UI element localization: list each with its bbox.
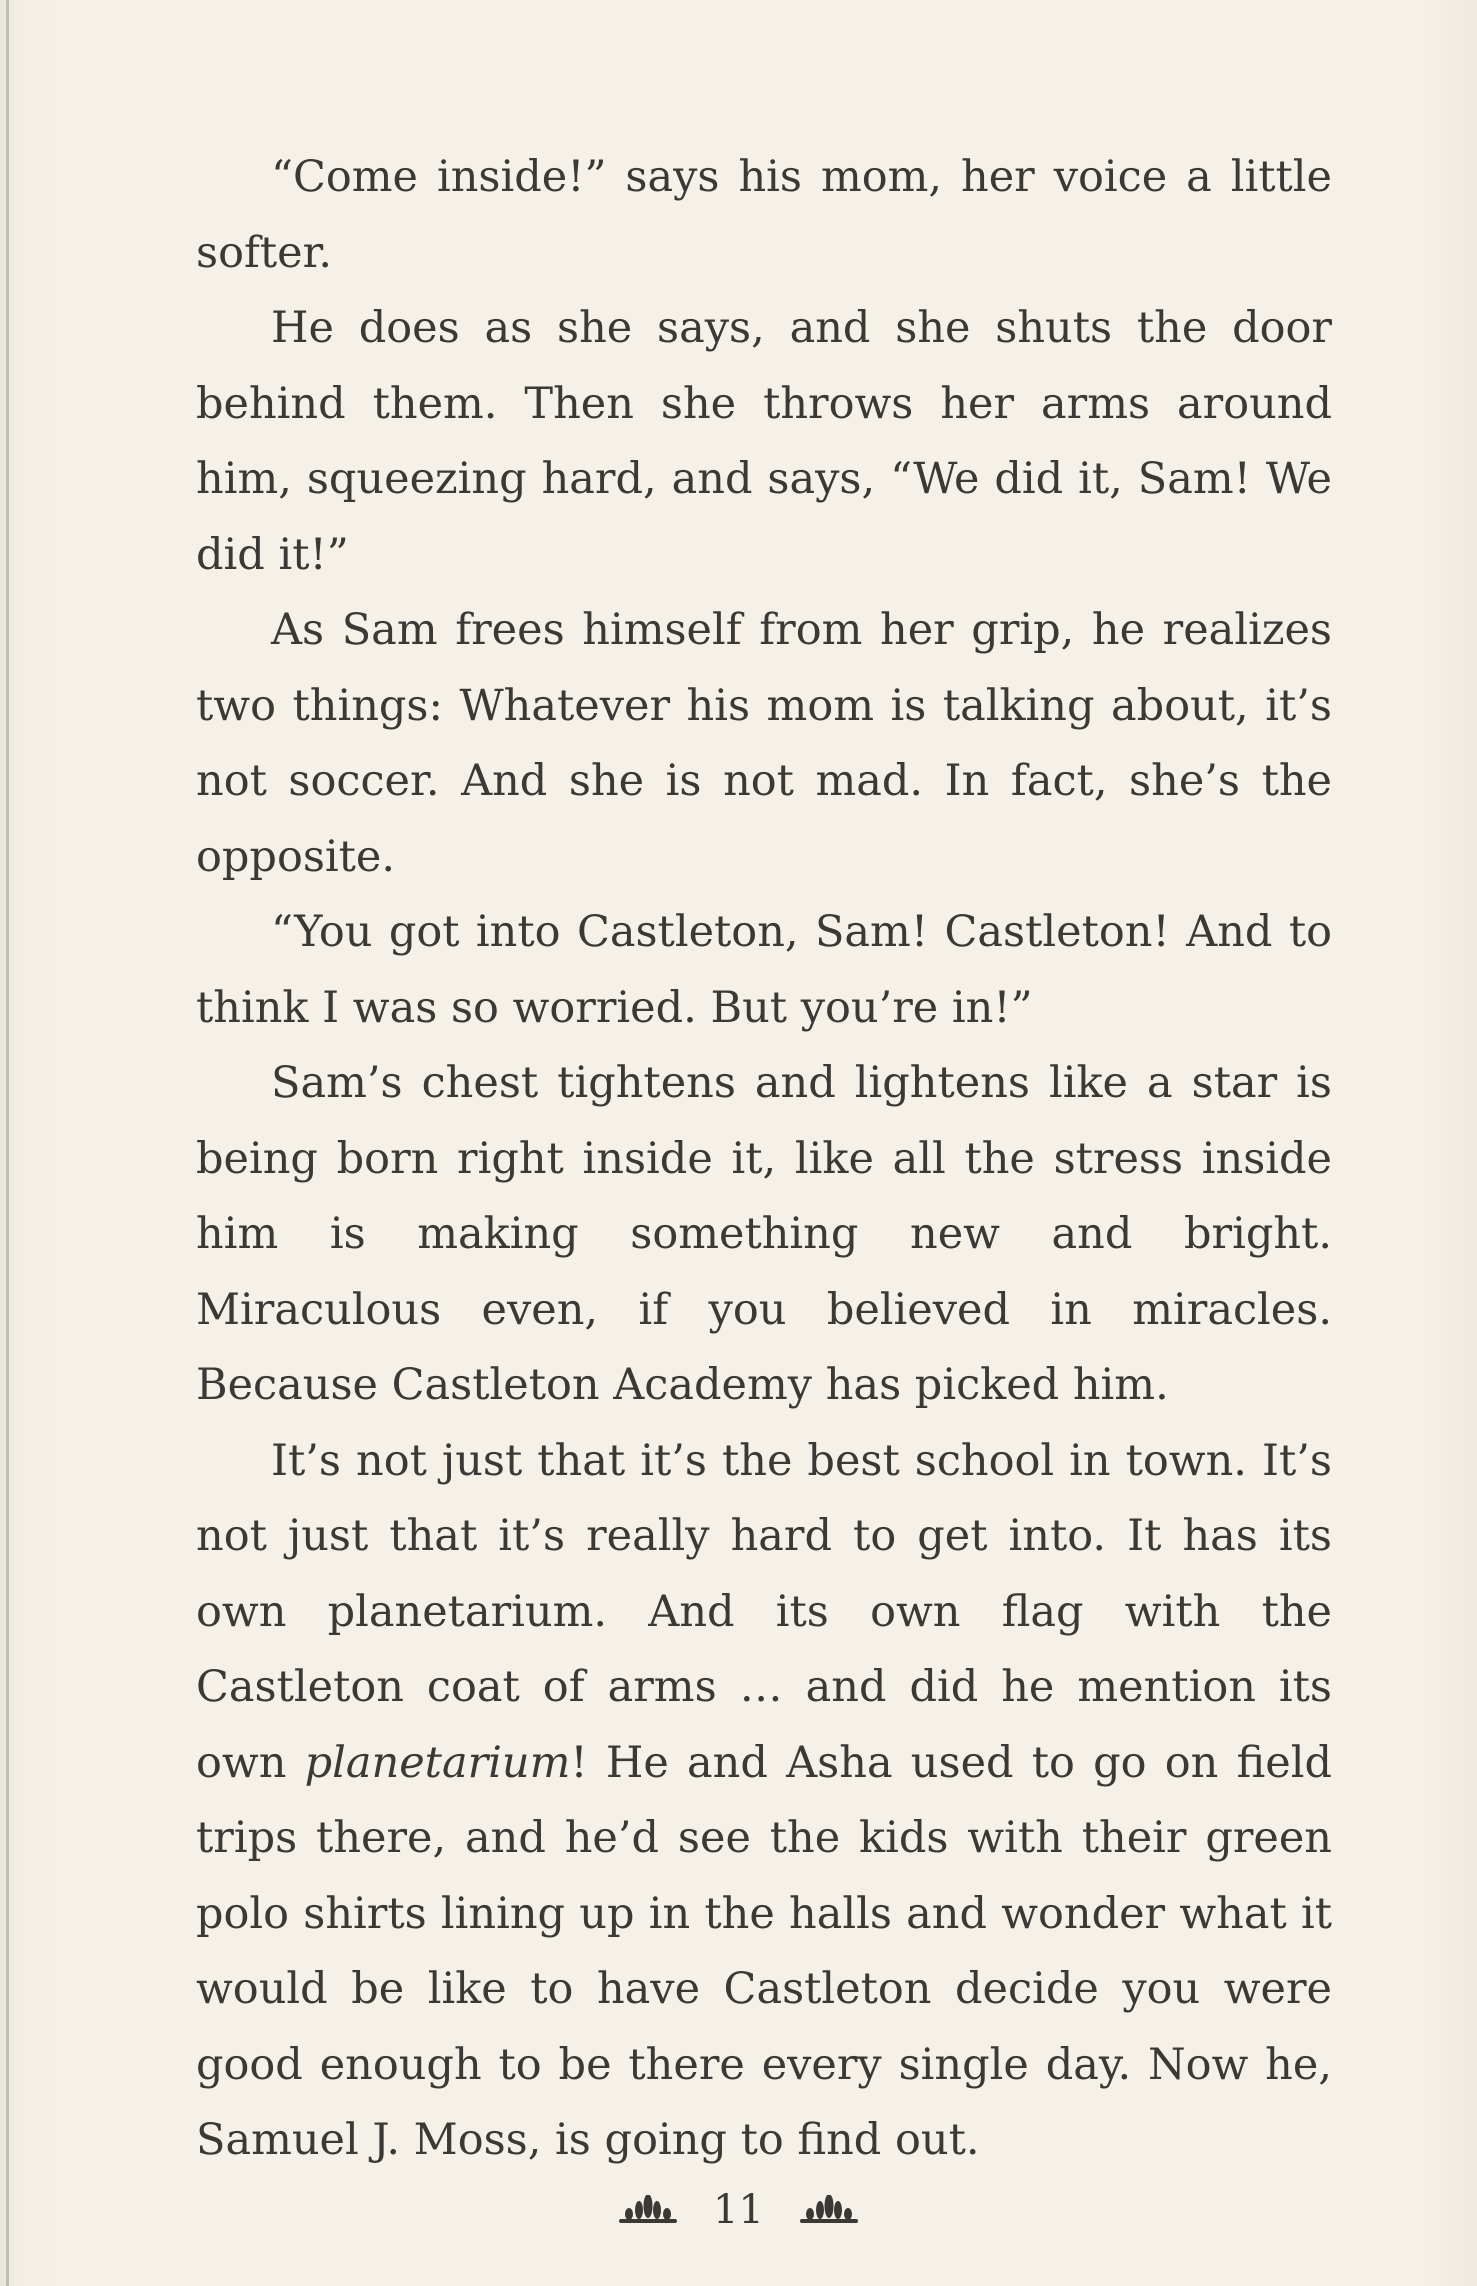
- leaf-ornament-icon: [798, 2195, 860, 2225]
- paragraph-4: “You got into Castleton, Sam! Castleton! And to think I was so worried. But you’re in!”: [196, 907, 1332, 1033]
- paragraph-2: He does as she says, and she shuts the door behind them. Then she throws her arms around him, squeezing hard, and says, “We did it, Sam! We did it!”: [196, 303, 1332, 580]
- paragraph-5: Sam’s chest tightens and lightens like a star is being born right inside it, like all the stress inside him is making something new and bright. Miraculous even, if you believed in miracles. Because Castleton Academy has picked him.: [196, 1058, 1332, 1410]
- leaf-ornament-icon: [617, 2195, 679, 2225]
- body-text: [196, 140, 1332, 2179]
- paragraph-6: [196, 1424, 1332, 2179]
- paragraph-1: “Come inside!” says his mom, her voice a little softer.: [196, 152, 1332, 278]
- paragraph-6-emphasis: planetarium: [304, 1737, 571, 1788]
- paragraph-6-before: It’s not just that it’s the best school in town. It’s not just that it’s really hard to get into. It has its own planetarium. And its own flag with the Castleton coat of arms … and did he mention its own: [196, 1435, 1332, 1788]
- paragraph-6-after: ! He and Asha used to go on field trips there, and he’d see the kids with their green polo shirts lining up in the halls and wonder what it would be like to have Castleton decide you were good enough to be there every single day. Now he, Samuel J. Moss, is going to find out.: [196, 1737, 1333, 2165]
- page-number: 11: [713, 2187, 764, 2233]
- gutter-line: [6, 0, 9, 2286]
- page-footer: [0, 2180, 1477, 2240]
- paragraph-3: As Sam frees himself from her grip, he realizes two things: Whatever his mom is talking about, it’s not soccer. And she is not mad. In fact, she’s the opposite.: [196, 605, 1332, 882]
